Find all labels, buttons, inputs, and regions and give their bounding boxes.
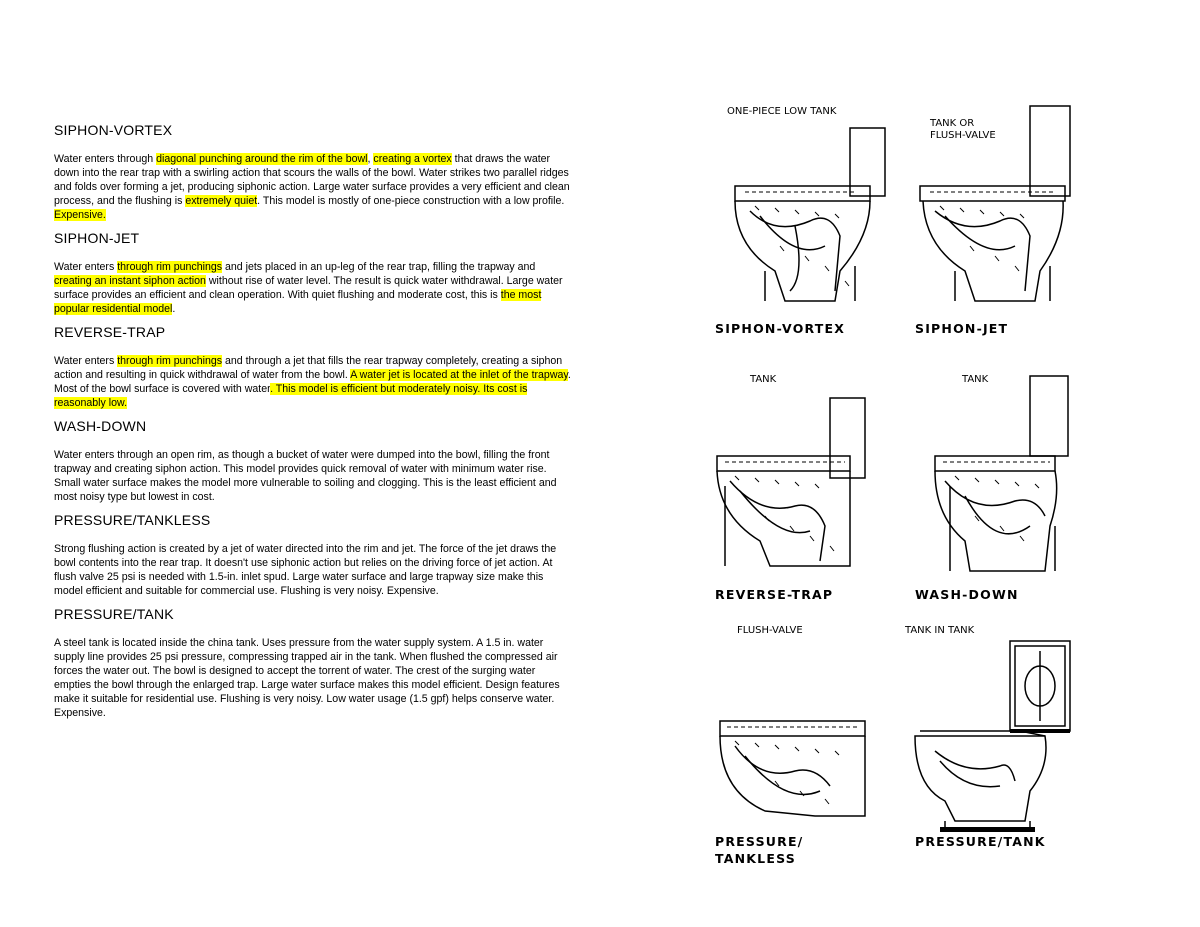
section-body: Strong flushing action is created by a jet of water directed into the rim and jet. The force of the jet draws the bowl contents into the rear trap. It doesn't use siphonic action but relies on the driving force of jet action. At flush valve 25 psi is needed with 1.5-in. inlet spud. Large water surface and large trapway size make this model efficient and suitable for commercial use. Flushing is very noisy. Expensive. xyxy=(54,543,557,597)
fig-top-label-line: FLUSH-VALVE xyxy=(930,130,996,141)
highlighted-phrase: creating a vortex xyxy=(373,153,452,165)
section-title: SIPHON-VORTEX xyxy=(54,122,173,138)
section-body: A steel tank is located inside the china tank. Uses pressure from the water supply system. A 1.5 in. water supply line provides 25 psi pressure, compressing trapped air in the tank. When flushed the compressed air forces the water out. The bowl is designed to accept the torrent of water. The crest of the surging water empties the bowl through the enlarged trap. Large water surface makes this model efficient. Design features make it suitable for residential use. Flushing is very noisy. Low water usage (1.5 gpf) helps conserve water. Expensive. xyxy=(54,637,560,719)
highlighted-phrase: diagonal punching around the rim of the bowl xyxy=(156,153,368,165)
section-siphon-vortex xyxy=(54,122,574,222)
figure-reverse-trap xyxy=(705,366,890,621)
section-pressure-tank xyxy=(54,606,574,720)
figure-pressure-tankless xyxy=(705,621,890,876)
fig-top-label: TANK xyxy=(962,374,989,385)
highlighted-phrase: creating an instant siphon action xyxy=(54,275,206,287)
wash-down-toilet-diagram xyxy=(905,366,1090,621)
figure-siphon-jet xyxy=(905,86,1090,341)
fig-top-label xyxy=(929,118,996,141)
highlighted-phrase: the most popular residential model xyxy=(54,289,542,315)
fig-caption: SIPHON-VORTEX xyxy=(715,321,846,336)
section-title: PRESSURE/TANKLESS xyxy=(54,512,211,528)
section-title: REVERSE-TRAP xyxy=(54,324,166,340)
reverse-trap-toilet-diagram xyxy=(705,366,890,621)
section-pressure-tankless xyxy=(54,512,574,598)
section-siphon-jet xyxy=(54,230,574,316)
figure-pressure-tank xyxy=(905,621,1090,876)
fig-caption: PRESSURE/ TANKLESS xyxy=(715,834,804,866)
fig-caption: REVERSE-TRAP xyxy=(715,587,834,602)
highlighted-phrase: extremely quiet xyxy=(185,195,258,207)
figure-wash-down xyxy=(905,366,1090,621)
section-reverse-trap xyxy=(54,324,574,410)
fig-top-label: FLUSH-VALVE xyxy=(737,625,803,636)
fig-top-label: TANK xyxy=(750,374,777,385)
section-title: SIPHON-JET xyxy=(54,230,140,246)
siphon-jet-toilet-diagram xyxy=(905,86,1090,341)
section-body: Water enters through an open rim, as though a bucket of water were dumped into the bowl, filling the front trapway and creating siphon action. This model provides quick removal of water with minimum water rise. Small water surface makes the model more vulnerable to soiling and clogging. This is the least efficient and most noisy type but lowest in cost. xyxy=(54,449,557,503)
section-body: Water enters through rim punchings and jets placed in an up-leg of the rear trap, filling the trapway and creating an instant siphon action without rise of water level. The result is quick water withdrawal. Large water surface provides an efficient and clean operation. With quiet flushing and moderate cost, this is the most popular residential model. xyxy=(54,261,563,315)
highlighted-phrase: through rim punchings xyxy=(117,355,223,367)
highlighted-phrase: A water jet is located at the inlet of the trapway xyxy=(350,369,568,381)
fig-top-label-line: TANK OR xyxy=(930,118,975,129)
fig-top-label: ONE-PIECE LOW TANK xyxy=(727,106,837,117)
section-title: WASH-DOWN xyxy=(54,418,147,434)
section-body: Water enters through rim punchings and through a jet that fills the rear trapway completely, creating a siphon action and resulting in quick withdrawal of water from the bowl. A water jet is located at the inlet of the trapway. Most of the bowl surface is covered with water. This model is efficient but moderately noisy. Its cost is reasonably low. xyxy=(54,355,571,409)
fig-caption: SIPHON-JET xyxy=(915,321,1009,336)
figure-siphon-vortex xyxy=(705,86,890,341)
fig-top-label: TANK IN TANK xyxy=(905,625,975,636)
siphon-vortex-toilet-diagram xyxy=(705,86,890,341)
section-body: Water enters through diagonal punching around the rim of the bowl, creating a vortex that draws the water down into the rear trap with a swirling action that scours the walls of the bowl. Water strikes two parallel ridges and folds over forming a jet, producing siphonic action. Large water surface provides a very efficient and clean process, and the flushing is extremely quiet. This model is mostly of one-piece construction with a low profile. Expensive. xyxy=(54,153,570,221)
highlighted-phrase: Expensive. xyxy=(54,209,106,221)
highlighted-phrase: . This model is efficient but moderately noisy. Its cost is reasonably low. xyxy=(54,383,528,409)
toilet-diagrams xyxy=(705,86,1090,876)
fig-caption: PRESSURE/TANK xyxy=(915,834,1046,849)
section-wash-down xyxy=(54,418,574,504)
fig-caption: WASH-DOWN xyxy=(915,587,1019,602)
section-title: PRESSURE/TANK xyxy=(54,606,174,622)
highlighted-phrase: through rim punchings xyxy=(117,261,223,273)
description-column xyxy=(54,122,574,728)
